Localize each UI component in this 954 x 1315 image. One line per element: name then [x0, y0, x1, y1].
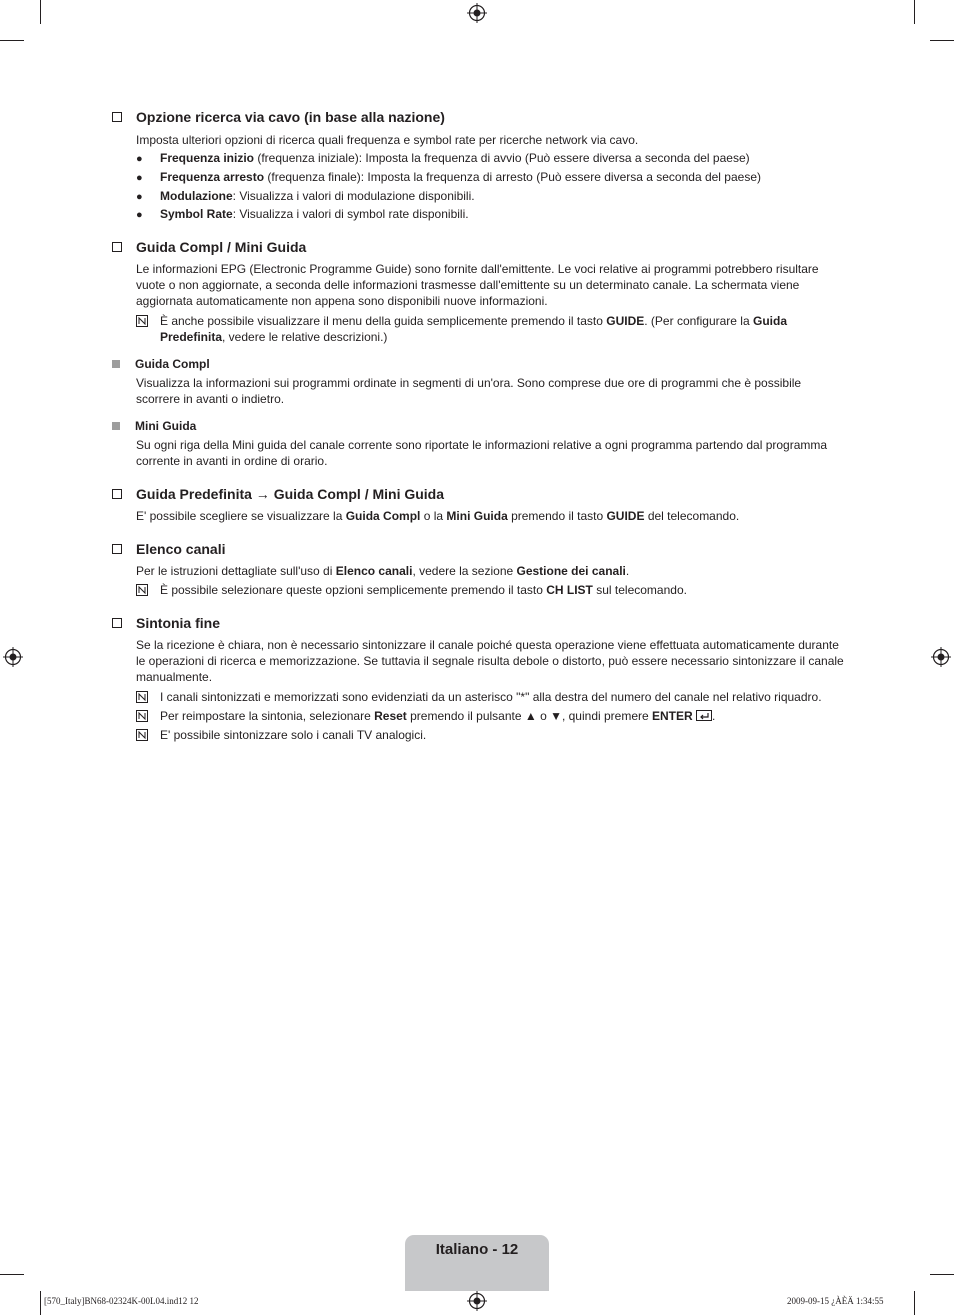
note-icon — [136, 315, 148, 327]
note-icon — [136, 729, 148, 741]
section-heading: Opzione ricerca via cavo (in base alla nazione) — [112, 108, 445, 126]
note: I canali sintonizzati e memorizzati sono evidenziati da un asterisco "*" alla destra del numero del canale nel relativo riquadro. — [136, 689, 846, 705]
crop-mark — [930, 40, 954, 41]
section-heading: Guida Compl / Mini Guida — [112, 238, 306, 256]
list-item: ● Symbol Rate: Visualizza i valori di symbol rate disponibili. — [136, 207, 469, 221]
note: È possibile selezionare queste opzioni semplicemente premendo il tasto CH LIST sul telecomando. — [136, 582, 846, 598]
subsection-heading: Mini Guida — [112, 418, 196, 434]
registration-mark-icon — [467, 1291, 487, 1311]
checkbox-icon — [112, 112, 122, 122]
paragraph: Per le istruzioni dettagliate sull'uso di Elenco canali, vedere la sezione Gestione dei canali. — [136, 564, 630, 578]
section-heading: Elenco canali — [112, 540, 225, 558]
paragraph: E' possibile scegliere se visualizzare la Guida Compl o la Mini Guida premendo il tasto GUIDE del telecomando. — [136, 509, 740, 523]
subsection-heading: Guida Compl — [112, 356, 210, 372]
paragraph: Visualizza la informazioni sui programmi ordinate in segmenti di un'ora. Sono comprese due ore di programmi che è possibile scorrere in avanti o indietro. — [136, 376, 802, 406]
paragraph: Imposta ulteriori opzioni di ricerca quali frequenza e symbol rate per ricerche network via cavo. — [136, 133, 639, 147]
note: Per reimpostare la sintonia, selezionare Reset premendo il pulsante ▲ o ▼, quindi premere ENTER . — [136, 708, 846, 724]
section-heading: Guida Predefinita → Guida Compl / Mini Guida — [112, 485, 444, 503]
enter-icon — [696, 710, 712, 721]
checkbox-icon — [112, 242, 122, 252]
checkbox-icon — [112, 618, 122, 628]
crop-mark — [0, 40, 24, 41]
print-slug-right: 2009-09-15 ¿ÀÈÄ 1:34:55 — [787, 1296, 884, 1306]
crop-mark — [40, 0, 41, 24]
note-icon — [136, 710, 148, 722]
registration-mark-icon — [467, 3, 487, 23]
paragraph: Se la ricezione è chiara, non è necessario sintonizzare il canale poiché questa operazione viene effettuata automaticamente durante le operazioni di ricerca e memorizzazione. Se tuttavia il segnale risulta debole o distorto, può essere necessario sintonizzare il canale manualmente. — [136, 638, 844, 684]
crop-mark — [0, 1274, 24, 1275]
list-item: ● Modulazione: Visualizza i valori di modulazione disponibili. — [136, 189, 475, 203]
list-item: ● Frequenza inizio (frequenza iniziale): Imposta la frequenza di avvio (Può essere diversa a seconda del paese) — [136, 151, 750, 165]
checkbox-icon — [112, 544, 122, 554]
crop-mark — [914, 1291, 915, 1315]
crop-mark — [914, 0, 915, 24]
note: E' possibile sintonizzare solo i canali TV analogici. — [136, 727, 846, 743]
paragraph: Le informazioni EPG (Electronic Programme Guide) sono fornite dall'emittente. Le voci relative ai programmi potrebbero risultare vuote o non aggiornate, a seconda delle informazioni trasmesse dall'emittente su un determinato canale. La schermata viene aggiornata automaticamente non appena sono disponibili nuove informazioni. — [136, 262, 819, 308]
page-number: Italiano - 12 — [435, 1241, 519, 1258]
list-item: ● Frequenza arresto (frequenza finale): Imposta la frequenza di arresto (Può essere diversa a seconda del paese) — [136, 170, 761, 184]
paragraph: Su ogni riga della Mini guida del canale corrente sono riportate le informazioni relative a ogni programma partendo dal programma corrente in avanti in ordine di orario. — [136, 438, 828, 468]
section-heading: Sintonia fine — [112, 614, 220, 632]
note: È anche possibile visualizzare il menu della guida semplicemente premendo il tasto GUIDE. (Per configurare la Guida Predefinita, vedere le relative descrizioni.) — [136, 313, 846, 345]
registration-mark-icon — [3, 647, 23, 667]
registration-mark-icon — [931, 647, 951, 667]
checkbox-icon — [112, 489, 122, 499]
print-slug-left: [570_Italy]BN68-02324K-00L04.ind12 12 — [44, 1296, 199, 1306]
note-icon — [136, 584, 148, 596]
crop-mark — [40, 1291, 41, 1315]
crop-mark — [930, 1274, 954, 1275]
note-icon — [136, 691, 148, 703]
